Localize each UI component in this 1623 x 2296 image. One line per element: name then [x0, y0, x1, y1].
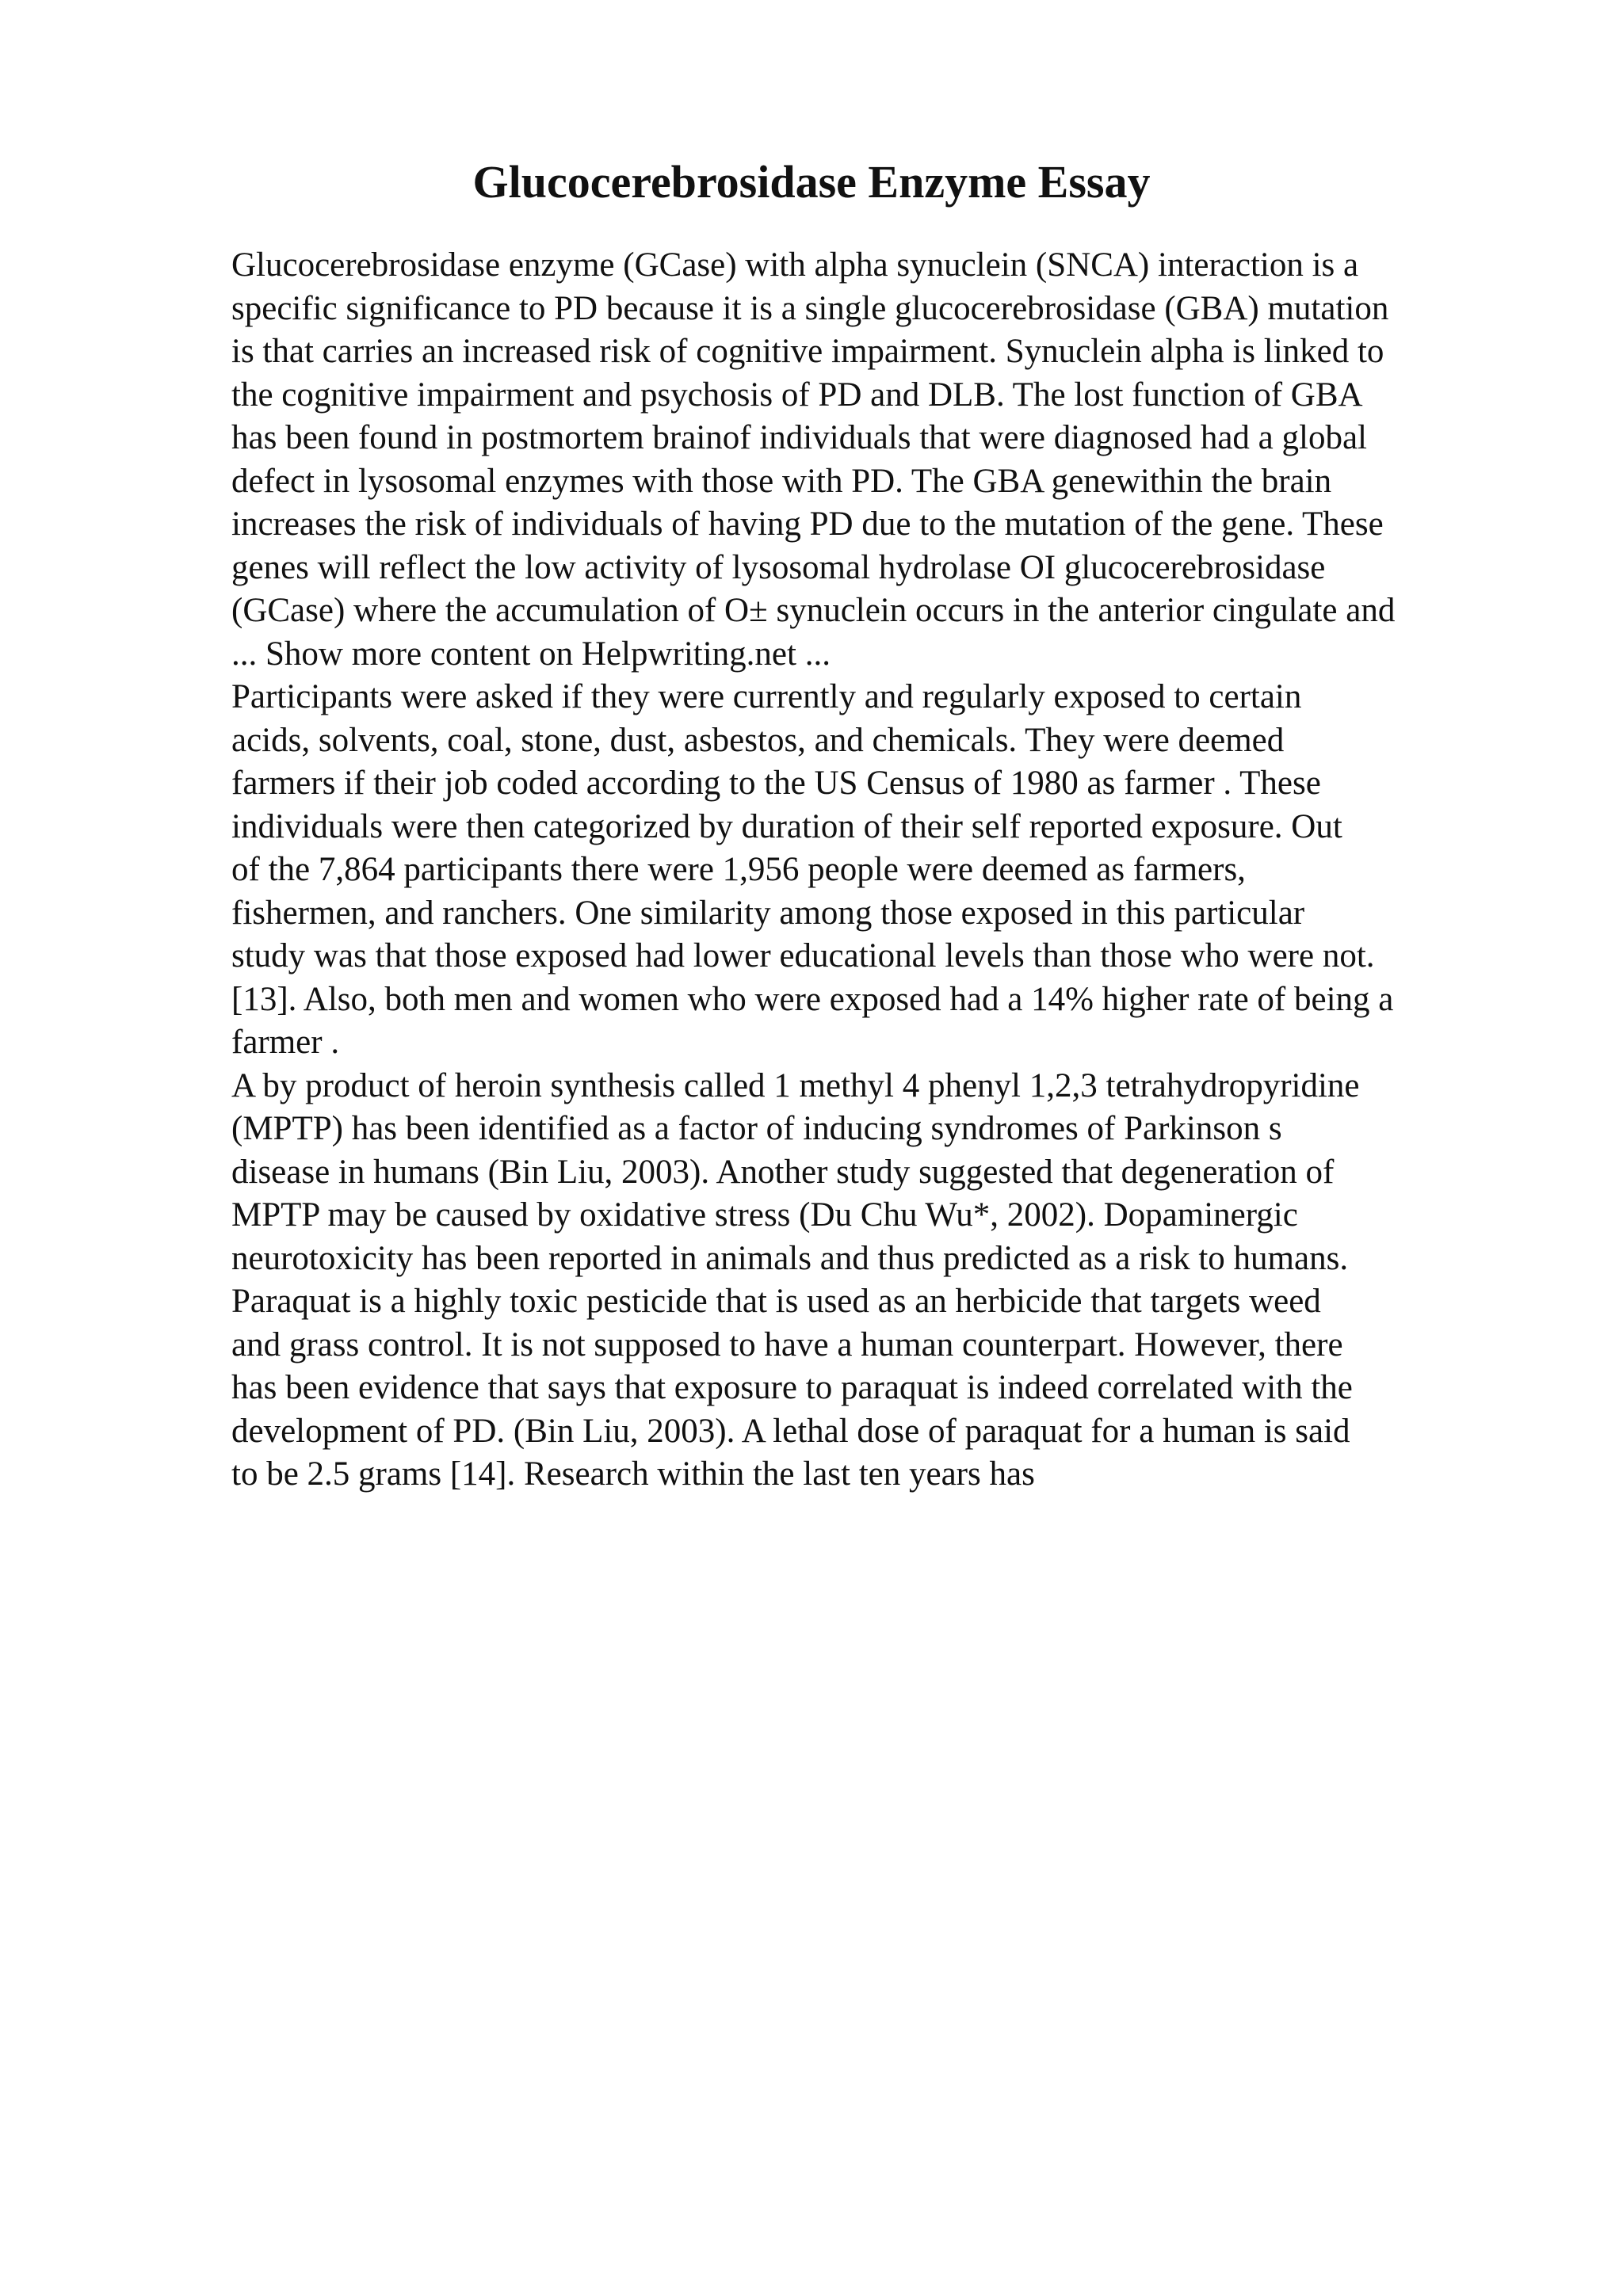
- body-line: farmer .: [231, 1024, 340, 1061]
- body-line: acids, solvents, coal, stone, dust, asbestos, and chemicals. They were deemed: [231, 721, 1285, 759]
- body-line: individuals were then categorized by duration of their self reported exposure. Out: [231, 807, 1342, 845]
- body-line: of the 7,864 participants there were 1,956 people were deemed as farmers,: [231, 851, 1246, 888]
- body-line: genes will reflect the low activity of lysosomal hydrolase OI glucocerebrosidase: [231, 548, 1326, 586]
- body-line: disease in humans (Bin Liu, 2003). Another study suggested that degeneration of: [231, 1153, 1335, 1191]
- body-line: has been evidence that says that exposure to paraquat is indeed correlated with the: [231, 1369, 1353, 1406]
- body-line: farmers if their job coded according to the US Census of 1980 as farmer . These: [231, 765, 1321, 802]
- body-line: to be 2.5 grams [14]. Research within the last ten years has: [231, 1455, 1035, 1493]
- body-line: Glucocerebrosidase enzyme (GCase) with alpha synuclein (SNCA) interaction is a: [231, 246, 1359, 284]
- body-line: specific significance to PD because it is a single glucocerebrosidase (GBA) mutation: [231, 289, 1389, 327]
- body-line: increases the risk of individuals of having PD due to the mutation of the gene. These: [231, 505, 1384, 543]
- body-line: MPTP may be caused by oxidative stress (Du Chu Wu*, 2002). Dopaminergic: [231, 1196, 1298, 1234]
- body-line: [13]. Also, both men and women who were exposed had a 14% higher rate of being a: [231, 980, 1394, 1018]
- body-line: neurotoxicity has been reported in animals and thus predicted as a risk to humans.: [231, 1239, 1349, 1277]
- body-line: fishermen, and ranchers. One similarity among those exposed in this particular: [231, 894, 1305, 932]
- body-line: study was that those exposed had lower educational levels than those who were not.: [231, 937, 1375, 974]
- body-line: Participants were asked if they were currently and regularly exposed to certain: [231, 678, 1302, 715]
- body-line: (GCase) where the accumulation of O± synuclein occurs in the anterior cingulate and: [231, 592, 1396, 629]
- body-line: and grass control. It is not supposed to have a human counterpart. However, there: [231, 1325, 1343, 1363]
- body-line: (MPTP) has been identified as a factor of inducing syndromes of Parkinson s: [231, 1110, 1282, 1147]
- body-line: Paraquat is a highly toxic pesticide that is used as an herbicide that targets weed: [231, 1283, 1321, 1320]
- body-line: ... Show more content on Helpwriting.net ...: [231, 635, 831, 673]
- body-line: has been found in postmortem brainof individuals that were diagnosed had a global: [231, 419, 1367, 456]
- body-line: development of PD. (Bin Liu, 2003). A lethal dose of paraquat for a human is said: [231, 1412, 1350, 1450]
- body-line: defect in lysosomal enzymes with those with PD. The GBA genewithin the brain: [231, 462, 1332, 500]
- body-line: is that carries an increased risk of cognitive impairment. Synuclein alpha is linked to: [231, 333, 1384, 370]
- document-body: [231, 244, 1515, 1497]
- body-line: the cognitive impairment and psychosis of PD and DLB. The lost function of GBA: [231, 376, 1363, 414]
- document-title: Glucocerebrosidase Enzyme Essay: [472, 156, 1151, 208]
- body-line: A by product of heroin synthesis called 1 methyl 4 phenyl 1,2,3 tetrahydropyridine: [231, 1066, 1360, 1104]
